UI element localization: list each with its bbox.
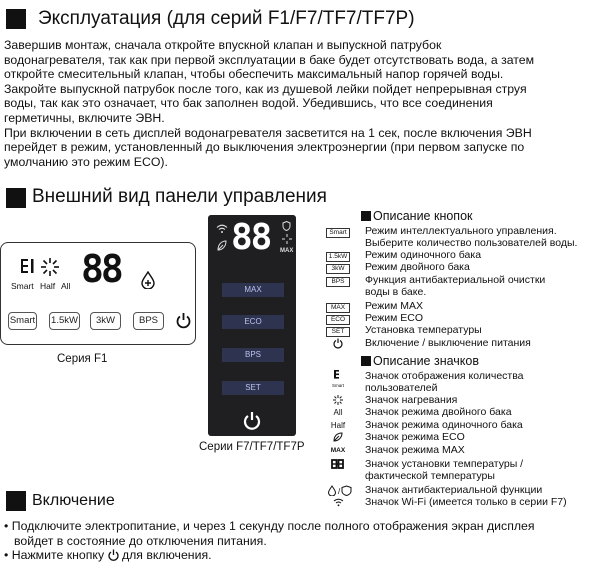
heating-icon (333, 395, 343, 405)
set-button[interactable]: SET (222, 381, 284, 395)
paragraph-line: откройте смесительный клапан, чтобы обеспечить максимальный напор горячей воды. (4, 67, 504, 82)
bullet-text: Подключите электропитание, и через 1 секунду после полного отображения экран дисплея (11, 519, 535, 533)
legend-text: Установка температуры (365, 324, 482, 336)
smart-small-label: Smart (332, 383, 345, 388)
legend-text: Режим интеллектуального управления. Выберите количество пользователей воды. (365, 225, 578, 249)
legend-text: Включение / выключение питания (365, 337, 531, 349)
legend-text: Значок режима двойного бака (365, 406, 512, 418)
all-indicator: All (333, 408, 343, 417)
power-icon[interactable] (176, 312, 191, 329)
users-count-icon (20, 257, 38, 275)
paragraph-line: Закройте выпускной патрубок после того, как из душевой лейки пойдет непрерывная струя (4, 81, 527, 96)
legend-text: Функция антибактериальной очистки воды в баке. (365, 274, 546, 298)
legend-text: Значок режима MAX (365, 444, 465, 456)
legend-text: Значок режима ECO (365, 431, 465, 443)
legend-key: Smart (326, 228, 350, 238)
section-title-operation: Эксплуатация (для серий F1/F7/TF7/TF7P) (38, 8, 415, 29)
legend-text: Значок Wi-Fi (имеется только в серии F7) (365, 496, 567, 508)
heating-icon (40, 257, 60, 277)
paragraph-line: воды, так как это означает, что бак заполнен водой. Убедившись, что все соединения (4, 96, 493, 111)
eco-leaf-icon (333, 432, 343, 442)
list-item: • Нажмите кнопку для включения. (4, 548, 212, 563)
svg-text:/: / (338, 487, 341, 496)
paragraph-line: При включении в сеть дисплей водонагревателя засветится на 1 сек, после включения ЭВН (4, 125, 532, 140)
f7-temperature-display: 88 (231, 217, 271, 258)
half-indicator: Half (330, 421, 346, 430)
list-item: • Подключите электропитание, и через 1 секунду после полного отображения экран дисплея (4, 519, 535, 533)
wifi-icon (333, 498, 344, 507)
paragraph-line: водонагревателя, так как при первой эксплуатации в баке будет отсутствовать вода, а затем (4, 52, 535, 67)
legend-text: Значок антибактериальной функции (365, 484, 543, 496)
legend-text: Режим двойного бака (365, 261, 470, 273)
section-marker (6, 491, 26, 511)
legend-text: Режим MAX (365, 300, 424, 312)
antibacterial-icon (140, 271, 156, 289)
smart-button[interactable]: Smart (8, 312, 37, 330)
indicator-label-half: Half (40, 281, 56, 291)
max-button[interactable]: MAX (222, 283, 284, 297)
heating-icon (282, 234, 292, 244)
operation-paragraph (4, 38, 590, 169)
f7-caption: Серии F7/TF7/TF7P (199, 441, 305, 453)
legend-text: Значок установки температуры / фактической температуры (365, 458, 524, 482)
eco-leaf-icon (216, 240, 228, 252)
legend-text: Значок отображения количества пользователей (365, 370, 524, 394)
legend-key: ECO (326, 315, 350, 325)
eco-button[interactable]: ECO (222, 315, 284, 329)
list-item (4, 534, 590, 549)
wifi-icon (216, 224, 228, 234)
1-5kw-button[interactable]: 1.5kW (49, 312, 80, 330)
section-title-power: Включение (32, 492, 115, 509)
legend-key: 3kW (326, 264, 350, 274)
antibacterial-icon (327, 485, 353, 496)
power-icon (108, 549, 119, 561)
bps-button[interactable]: BPS (133, 312, 164, 330)
power-bullets (4, 519, 590, 563)
bps-button[interactable]: BPS (222, 348, 284, 362)
legend-key: 1.5kW (326, 252, 350, 262)
temp-digits-icon (331, 459, 345, 469)
max-indicator: MAX (330, 447, 346, 454)
temperature-display: 88 (81, 247, 121, 291)
buttons-legend-title: Описание кнопок (373, 209, 473, 223)
antibacterial-icon (282, 221, 291, 231)
legend-text: Значок режима одиночного бака (365, 419, 523, 431)
paragraph-line: Завершив монтаж, сначала откройте впускной клапан и выпускной патрубок (4, 38, 442, 52)
section-marker (6, 9, 26, 29)
legend-key: MAX (326, 303, 350, 313)
paragraph-line: умолчанию это режим ECO). (4, 154, 168, 169)
legend-text: Режим одиночного бака (365, 249, 482, 261)
legend-marker (361, 211, 371, 221)
f1-caption: Серия F1 (57, 353, 108, 365)
paragraph-line: герметичны, включите ЭВН. (4, 110, 165, 125)
power-icon[interactable] (243, 411, 261, 431)
f1-control-panel (0, 242, 196, 345)
max-indicator: MAX (280, 248, 294, 254)
bullet-text: войдет в состояние до отключения питания. (14, 533, 267, 548)
indicator-label-all: All (61, 281, 71, 291)
3kw-button[interactable]: 3kW (90, 312, 121, 330)
f7-control-panel (208, 215, 296, 436)
section-marker (6, 188, 26, 208)
paragraph-line: перейдет в режим, установленный до выключения электроэнергии (при первом запуске по (4, 140, 525, 155)
indicator-label-smart: Smart (11, 281, 34, 291)
legend-marker (361, 356, 371, 366)
users-count-icon (334, 370, 342, 379)
legend-text: Значок нагревания (365, 394, 458, 406)
legend-text: Режим ECO (365, 312, 424, 324)
legend-key: BPS (326, 277, 350, 287)
power-icon (333, 338, 343, 349)
bullet-text: для включения. (121, 548, 212, 563)
section-title-panel: Внешний вид панели управления (32, 186, 327, 207)
bullet-text: Нажмите кнопку (11, 548, 105, 563)
icons-legend-title: Описание значков (373, 354, 480, 368)
legend-key: SET (326, 327, 350, 337)
